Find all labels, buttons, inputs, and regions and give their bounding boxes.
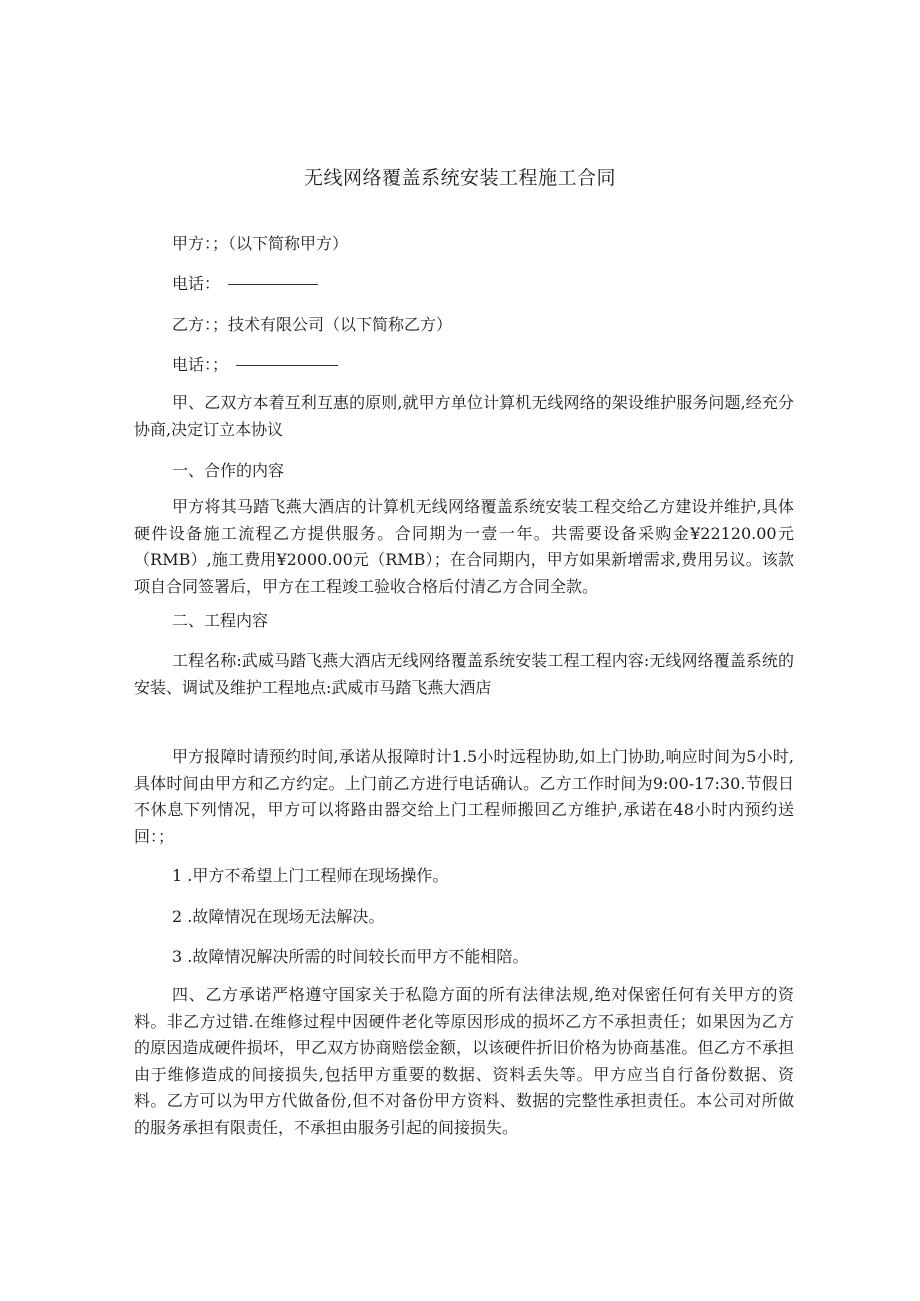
section4-paragraph: 四、乙方承诺严格遵守国家关于私隐方面的所有法律法规,绝对保密任何有关甲方的资料。非乙方过错.在维修过程中因硬件老化等原因形成的损坏乙方不承担责任；如果因为乙方的原因造成硬件损坏，甲乙双方协商赔偿金额，以该硬件折旧价格为协商基准。但乙方不承担由于维修造成的间接损失,包括甲方重要的数据、资料丢失等。甲方应当自行备份数据、资料。乙方可以为甲方代做备份,但不对备份甲方资料、数据的完整性承担责任。本公司对所做的服务承担有限责任，不承担由服务引起的间接损失。 (134, 985, 794, 1137)
section1-heading: 一、合作的内容 (172, 461, 285, 480)
phone-b-line (172, 352, 338, 375)
party-a-line: 甲方：；（以下简称甲方） (172, 234, 349, 253)
section2-paragraph: 工程名称:武威马踏飞燕大酒店无线网络覆盖系统安装工程工程内容:无线网络覆盖系统的安装、调试及维护工程地点:武威市马踏飞燕大酒店 (134, 651, 794, 697)
intro-paragraph: 甲、乙双方本着互利互惠的原则,就甲方单位计算机无线网络的架设维护服务问题,经充分协商,决定订立本协议 (134, 393, 794, 439)
phone-a-label: 电话： (172, 274, 221, 293)
service-paragraph: 甲方报障时请预约时间,承诺从报障时计1.5小时远程协助,如上门协助,响应时间为5小时,具体时间由甲方和乙方约定。上门前乙方进行电话确认。乙方工作时间为9:00-17:30.节假日不休息下列情况，甲方可以将路由器交给上门工程师搬回乙方维护,承诺在48小时内预约送回：； (134, 747, 794, 846)
phone-a-blank (228, 283, 318, 285)
phone-b-blank (236, 364, 338, 366)
party-b-line: 乙方：；技术有限公司（以下简称乙方） (172, 315, 453, 334)
list-item-2: 2 .故障情况在现场无法解决。 (172, 907, 385, 926)
phone-b-label: 电话：； (172, 355, 229, 374)
section1-paragraph: 甲方将其马踏飞燕大酒店的计算机无线网络覆盖系统安装工程交给乙方建设并维护,具体硬件设备施工流程乙方提供服务。合同期为一壹一年。共需要设备采购金¥22120.00元（RMB）,施工费用¥2000.00元（RMB）；在合同期内，甲方如果新增需求,费用另议。该款项自合同签署后，甲方在工程竣工验收合格后付清乙方合同全款。 (134, 497, 794, 596)
phone-a-line (172, 271, 318, 294)
list-item-1: 1 .甲方不希望上门工程师在现场操作。 (172, 866, 449, 885)
list-item-3: 3 .故障情况解决所需的时间较长而甲方不能相陪。 (172, 947, 529, 966)
document-title: 无线网络覆盖系统安装工程施工合同 (303, 167, 616, 189)
section2-heading: 二、工程内容 (172, 611, 269, 630)
